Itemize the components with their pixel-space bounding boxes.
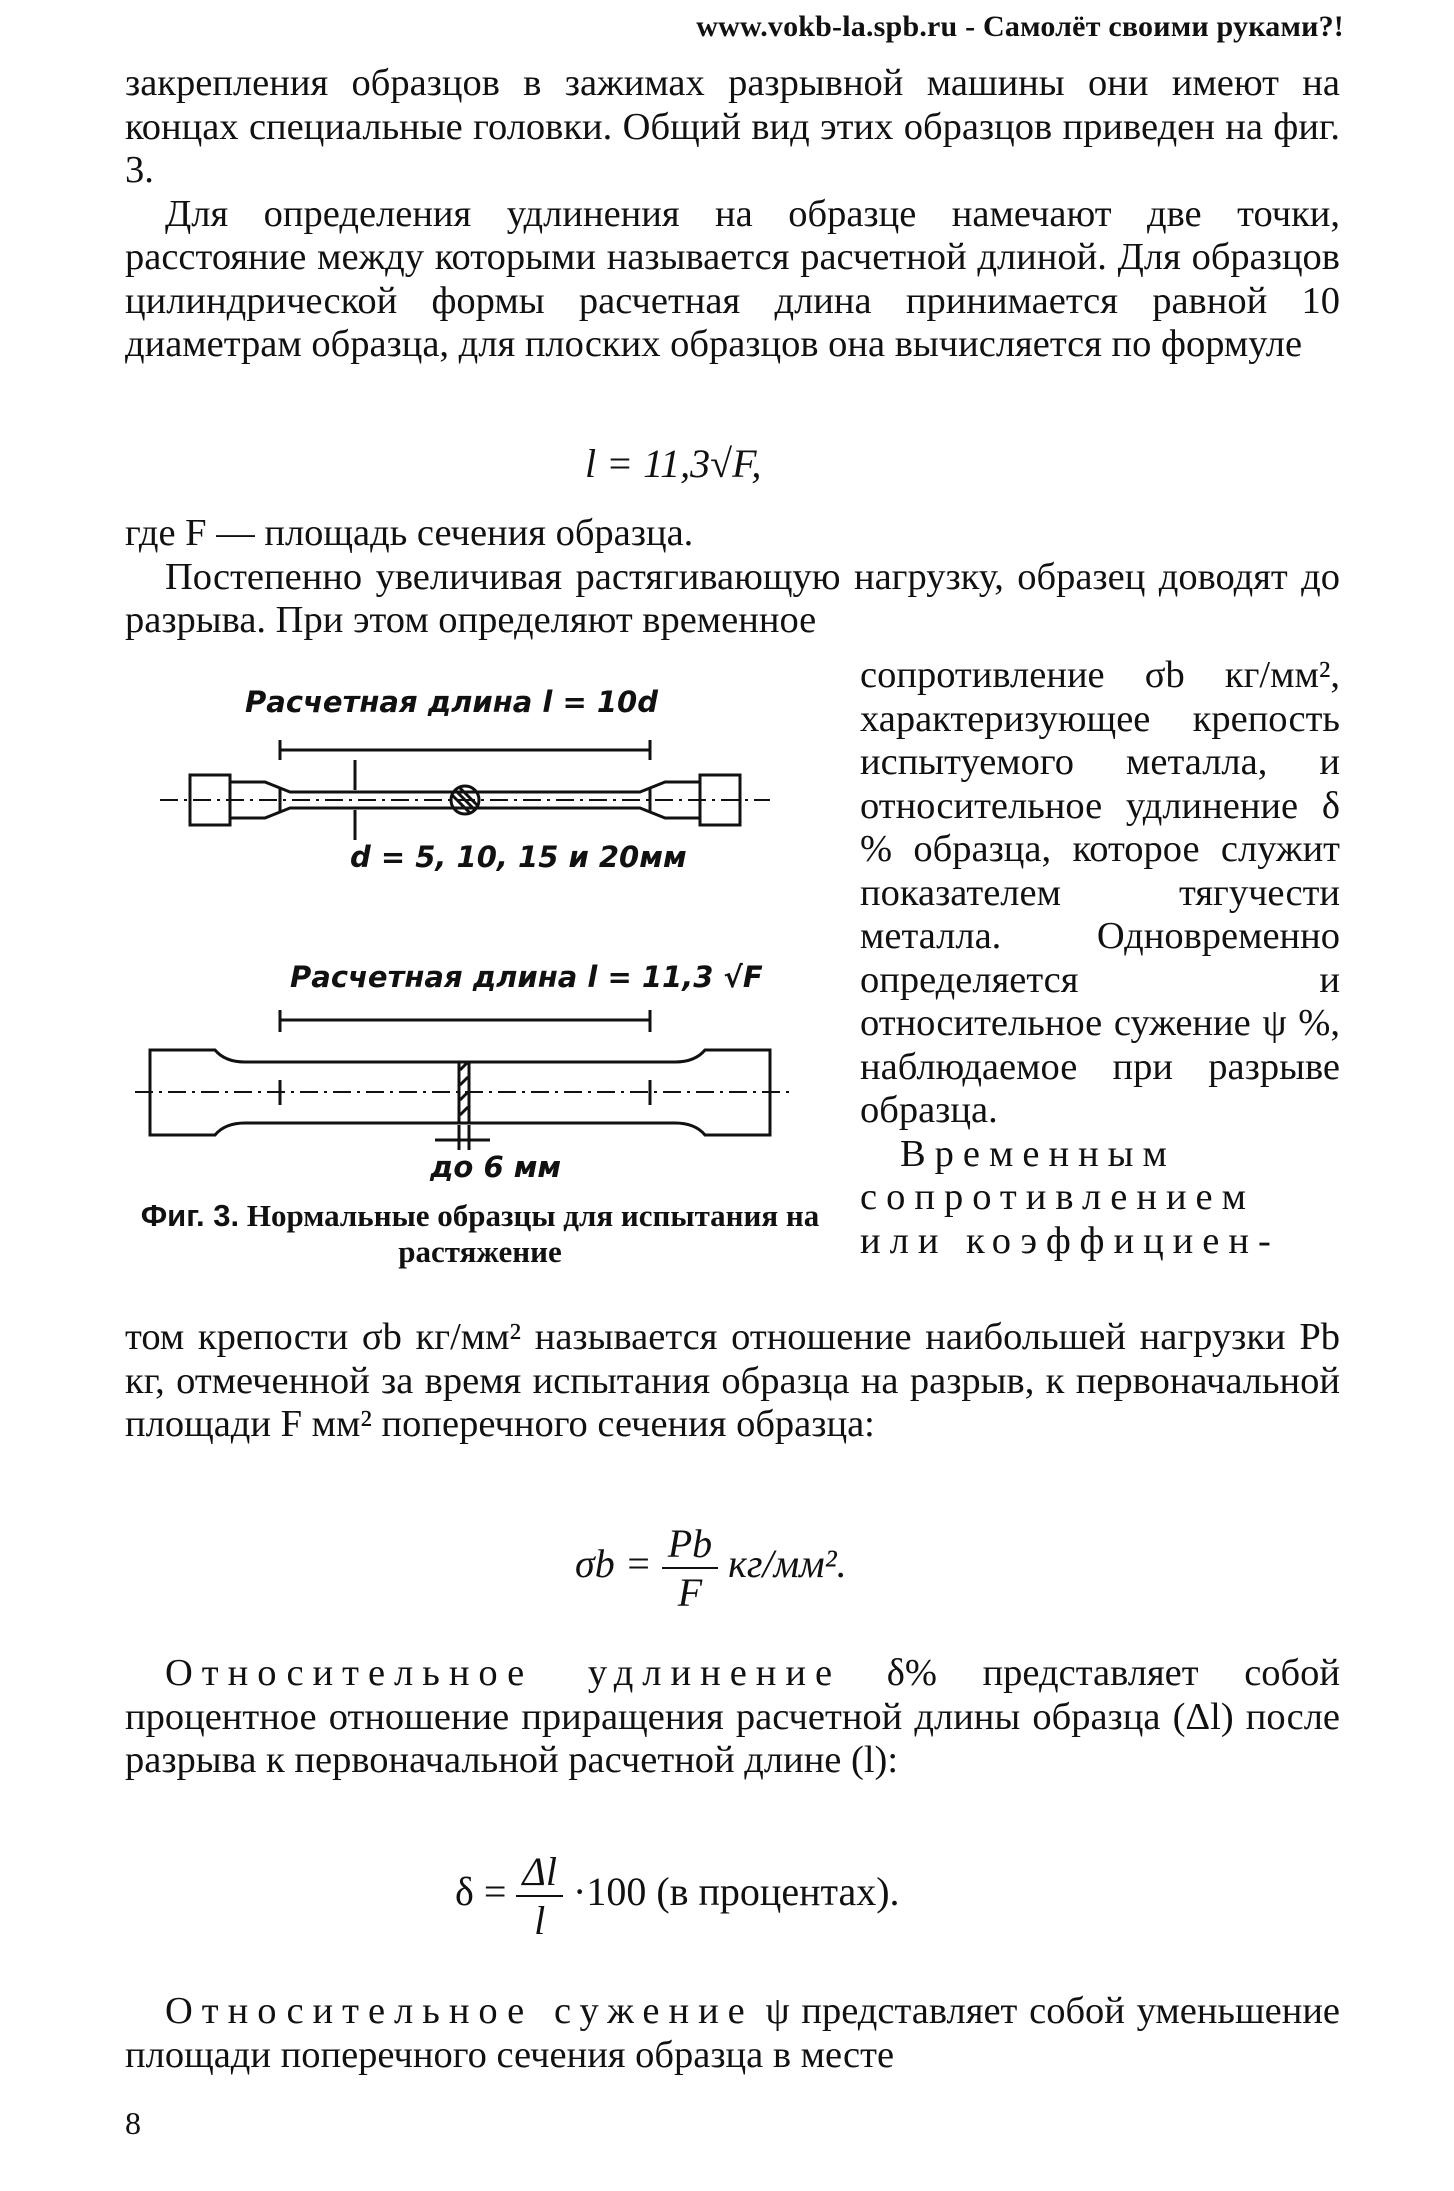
formula-calc-length: l = 11,3√F, <box>585 441 762 486</box>
paragraph-4: Постепенно увеличивая растягивающую нагрузку, образец доводят до разрыва. При этом определяют временное <box>125 555 1340 641</box>
label-diameters: d = 5, 10, 15 и 20мм <box>350 840 687 874</box>
side-paragraph: сопротивление σb кг/мм², характеризующее крепость испытуемого металла, и относительное удлинение δ % образца, которое служит показателем тягучести металла. Одновременно определяется и относительное сужение ψ %, наблюдаемое при разрыве образца. <box>860 654 1340 1131</box>
text-block-contraction <box>125 1990 1340 2077</box>
paragraph-2: Для определения удлинения на образце намечают две точки, расстояние между которыми называется расчетной длиной. Для образцов цилиндрической формы расчетная длина принимается равной 10 диаметрам образца, для плоских образцов она вычисляется по формуле <box>125 192 1340 365</box>
label-length-10d: Расчетная длина l = 10d <box>245 685 658 719</box>
formula2-fraction <box>662 1520 718 1616</box>
figure-caption <box>120 1198 840 1270</box>
side-paragraph-2: Временным сопротивлением или коэффициен- <box>860 1132 1280 1262</box>
text-block-elongation <box>125 1652 1340 1783</box>
text-block-top <box>125 62 1340 367</box>
formula3-numerator: Δl <box>516 1848 563 1897</box>
header-site[interactable]: www.vokb-la.spb.ru <box>696 10 958 43</box>
formula-elongation <box>455 1848 900 1944</box>
specimen-drawings <box>130 670 830 1190</box>
figure-3 <box>130 670 830 1190</box>
formula3-fraction <box>516 1848 563 1944</box>
text-block-mid <box>125 512 1340 643</box>
formula3-lhs: δ = <box>455 1869 507 1915</box>
label-length-flat: Расчетная длина l = 11,3 √F <box>290 960 763 994</box>
formula2-lhs: σb = <box>575 1541 652 1587</box>
formula3-rest: ·100 (в процентах). <box>573 1869 900 1915</box>
paragraph-1: закрепления образцов в зажимах разрывной машины они имеют на концах специальные головки. Общий вид этих образцов приведен на фиг. 3. <box>125 62 1340 191</box>
formula2-denominator: F <box>677 1570 703 1615</box>
text-block-lower <box>125 1316 1340 1447</box>
paragraph-6: δ% представляет собой процентное отношение приращения расчетной длины образца (Δl) после разрыва к первоначальной расчетной длине (l): <box>125 1652 1340 1781</box>
paragraph-5: том крепости σb кг/мм² называется отношение наибольшей нагрузки Pb кг, отмеченной за время испытания образца на разрыв, к первоначальной площади F мм² поперечного сечения образца: <box>125 1316 1340 1445</box>
paragraph-3: где F — площадь сечения образца. <box>125 512 694 554</box>
header-title: Самолёт своими руками?! <box>983 10 1344 43</box>
header-separator: - <box>965 10 976 43</box>
caption-number: Фиг. 3. <box>140 1198 240 1233</box>
caption-text: Нормальные образцы для испытания на растяжение <box>246 1198 820 1269</box>
page-number: 8 <box>125 2105 141 2141</box>
term-elongation: Относительное удлинение <box>165 1652 842 1694</box>
side-column <box>860 654 1340 1263</box>
term-contraction: Относительное сужение <box>165 1990 754 2032</box>
paragraph-7: ψ представляет собой уменьшение площади поперечного сечения образца в месте <box>125 1990 1341 2076</box>
formula2-unit: кг/мм². <box>728 1541 847 1587</box>
formula2-numerator: Pb <box>662 1520 718 1569</box>
page-header <box>696 10 1344 44</box>
formula3-denominator: l <box>534 1898 546 1943</box>
label-gap: до 6 мм <box>430 1150 562 1184</box>
formula-strength <box>575 1520 847 1616</box>
